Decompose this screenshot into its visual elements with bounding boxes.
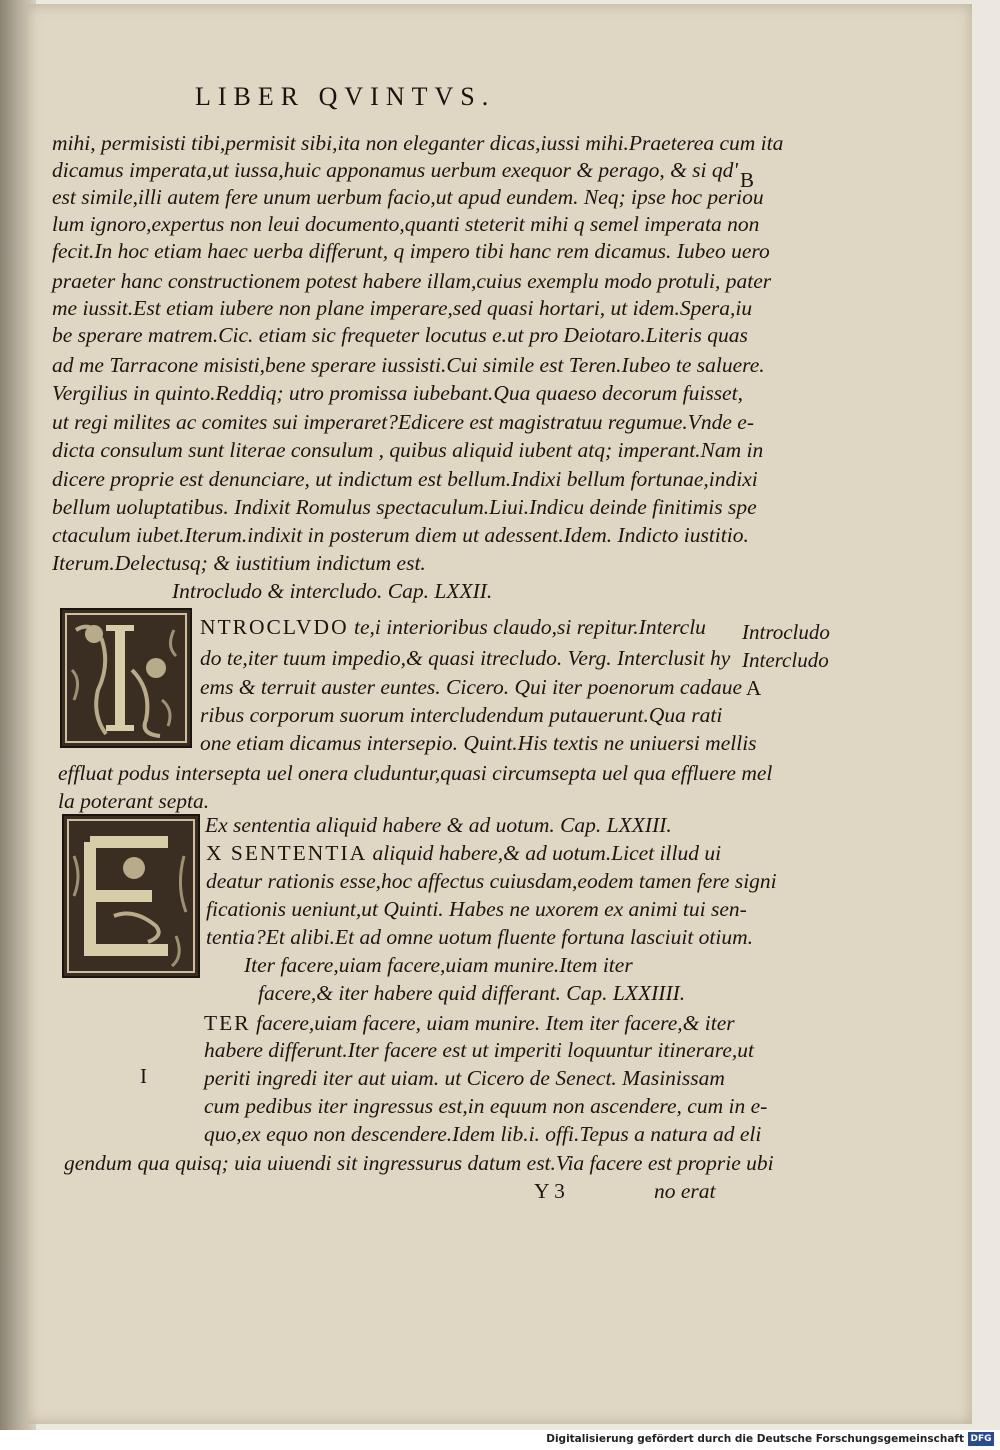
dfg-logo: DFG	[968, 1432, 994, 1446]
text-run: aliquid habere,& ad uotum.Licet illud ui	[367, 841, 722, 865]
margin-letter-i: I	[140, 1064, 147, 1088]
text-line: est simile,illi autem fere unum uerbum facio,ut apud eundem. Neq; ipse hoc periou	[52, 185, 764, 209]
woodcut-figures-icon	[62, 610, 190, 746]
margin-note-introcludo: Introcludo	[742, 620, 830, 644]
text-line: tentia?Et alibi.Et ad omne uotum fluente fortuna lasciuit otium.	[206, 925, 754, 949]
text-line: do te,iter tuum impedio,& quasi itrecludo. Verg. Interclusit hy	[200, 646, 731, 670]
text-line: habere differunt.Iter facere est ut imperiti loquuntur itinerare,ut	[204, 1038, 754, 1062]
text-line: one etiam dicamus intersepio. Quint.His textis ne uniuersi mellis	[200, 731, 757, 755]
text-line: be sperare matrem.Cic. etiam sic frequeter locutus e.ut pro Deiotaro.Literis quas	[52, 323, 748, 347]
text-line: lum ignoro,expertus non leui documento,quanti steterit mihi q semel imperata non	[52, 212, 760, 236]
text-line: la poterant septa.	[58, 789, 210, 813]
text-line: periti ingredi iter aut uiam. ut Cicero de Senect. Masinissam	[204, 1066, 725, 1090]
chapter-heading: Introcludo & intercludo. Cap. LXXII.	[172, 579, 493, 603]
chapter-heading: Ex sententia aliquid habere & ad uotum. Cap. LXXIII.	[205, 813, 672, 837]
text-line: dicamus imperata,ut iussa,huic apponamus uerbum exequor & perago, & si qd'	[52, 158, 738, 182]
text-line: ficationis ueniunt,ut Quinti. Habes ne uxorem ex animi tui sen-	[206, 897, 747, 921]
woodcut-figures-icon	[64, 816, 198, 976]
woodcut-initial-i	[60, 608, 192, 748]
section-opening-caps: NTROCLVDO	[200, 615, 349, 639]
text-line: deatur rationis esse,hoc affectus cuiusdam,eodem tamen fere signi	[206, 869, 777, 893]
woodcut-initial-e	[62, 814, 200, 978]
text-line: dicta consulum sunt literae consulum , quibus aliquid iubent atq; imperant.Nam in	[52, 438, 764, 462]
catchword: no erat	[654, 1179, 716, 1203]
text-run: te,i interioribus claudo,si repitur.Interclu	[348, 615, 706, 639]
text-line: quo,ex equo non descendere.Idem lib.i. offi.Tepus a natura ad eli	[204, 1122, 762, 1146]
text-line: ribus corporum suorum intercludendum putauerunt.Qua rati	[200, 703, 723, 727]
text-line: ut regi milites ac comites sui imperaret?Edicere est magistratuu regumue.Vnde e-	[52, 410, 754, 434]
text-line: bellum uoluptatibus. Indixit Romulus spectaculum.Liui.Indicu deinde finitimis spe	[52, 495, 757, 519]
text-line: dicere proprie est denunciare, ut indictum est bellum.Indixi bellum fortunae,indixi	[52, 467, 758, 491]
text-line: mihi, permisisti tibi,permisit sibi,ita non eleganter dicas,iussi mihi.Praeterea cum ita	[52, 131, 784, 155]
chapter-heading: Iter facere,uiam facere,uiam munire.Item iter	[244, 953, 633, 977]
text-run: facere,uiam facere, uiam munire. Item iter facere,& iter	[250, 1011, 735, 1035]
text-line: Iterum.Delectusq; & iustitium indictum est.	[52, 551, 426, 575]
text-line	[204, 1010, 735, 1036]
footer-credit: Digitalisierung gefördert durch die Deutsche Forschungsgemeinschaft	[546, 1433, 964, 1445]
text-line: praeter hanc constructionem potest habere illam,cuius exemplu modo protuli, pater	[52, 269, 772, 293]
text-line: me iussit.Est etiam iubere non plane imperare,sed quasi hortari, ut idem.Spera,iu	[52, 296, 753, 320]
text-line: cum pedibus iter ingressus est,in equum non ascendere, cum in e-	[204, 1094, 768, 1118]
digitization-footer	[0, 1430, 1000, 1450]
section-opening-caps: X SENTENTIA	[206, 841, 368, 865]
text-line	[206, 840, 721, 866]
margin-letter-b: B	[740, 168, 755, 192]
margin-letter-a: A	[746, 676, 762, 700]
running-head: LIBER QVINTVS.	[195, 82, 496, 111]
text-line: ctaculum iubet.Iterum.indixit in posterum diem ut adessent.Idem. Indicto iustitio.	[52, 523, 749, 547]
text-line	[200, 614, 706, 640]
margin-note-intercludo: Intercludo	[742, 648, 829, 672]
text-line: Vergilius in quinto.Reddiq; utro promissa iubebant.Qua quaeso decorum fuisset,	[52, 381, 743, 405]
signature-mark: Y 3	[534, 1179, 565, 1203]
text-line: fecit.In hoc etiam haec uerba differunt, q impero tibi hanc rem dicamus. Iubeo uero	[52, 239, 770, 263]
text-line: ad me Tarracone misisti,bene sperare iussisti.Cui simile est Teren.Iubeo te saluere.	[52, 353, 765, 377]
text-line: ems & terruit auster euntes. Cicero. Qui iter poenorum cadaue	[200, 675, 743, 699]
chapter-heading: facere,& iter habere quid differant. Cap. LXXIIII.	[258, 981, 686, 1005]
text-line: gendum qua quisq; uia uiuendi sit ingressurus datum est.Via facere est proprie ubi	[64, 1151, 774, 1175]
section-opening-caps: TER	[204, 1011, 251, 1035]
text-line: effluat podus intersepta uel onera cluduntur,quasi circumsepta uel qua effluere mel	[58, 761, 773, 785]
